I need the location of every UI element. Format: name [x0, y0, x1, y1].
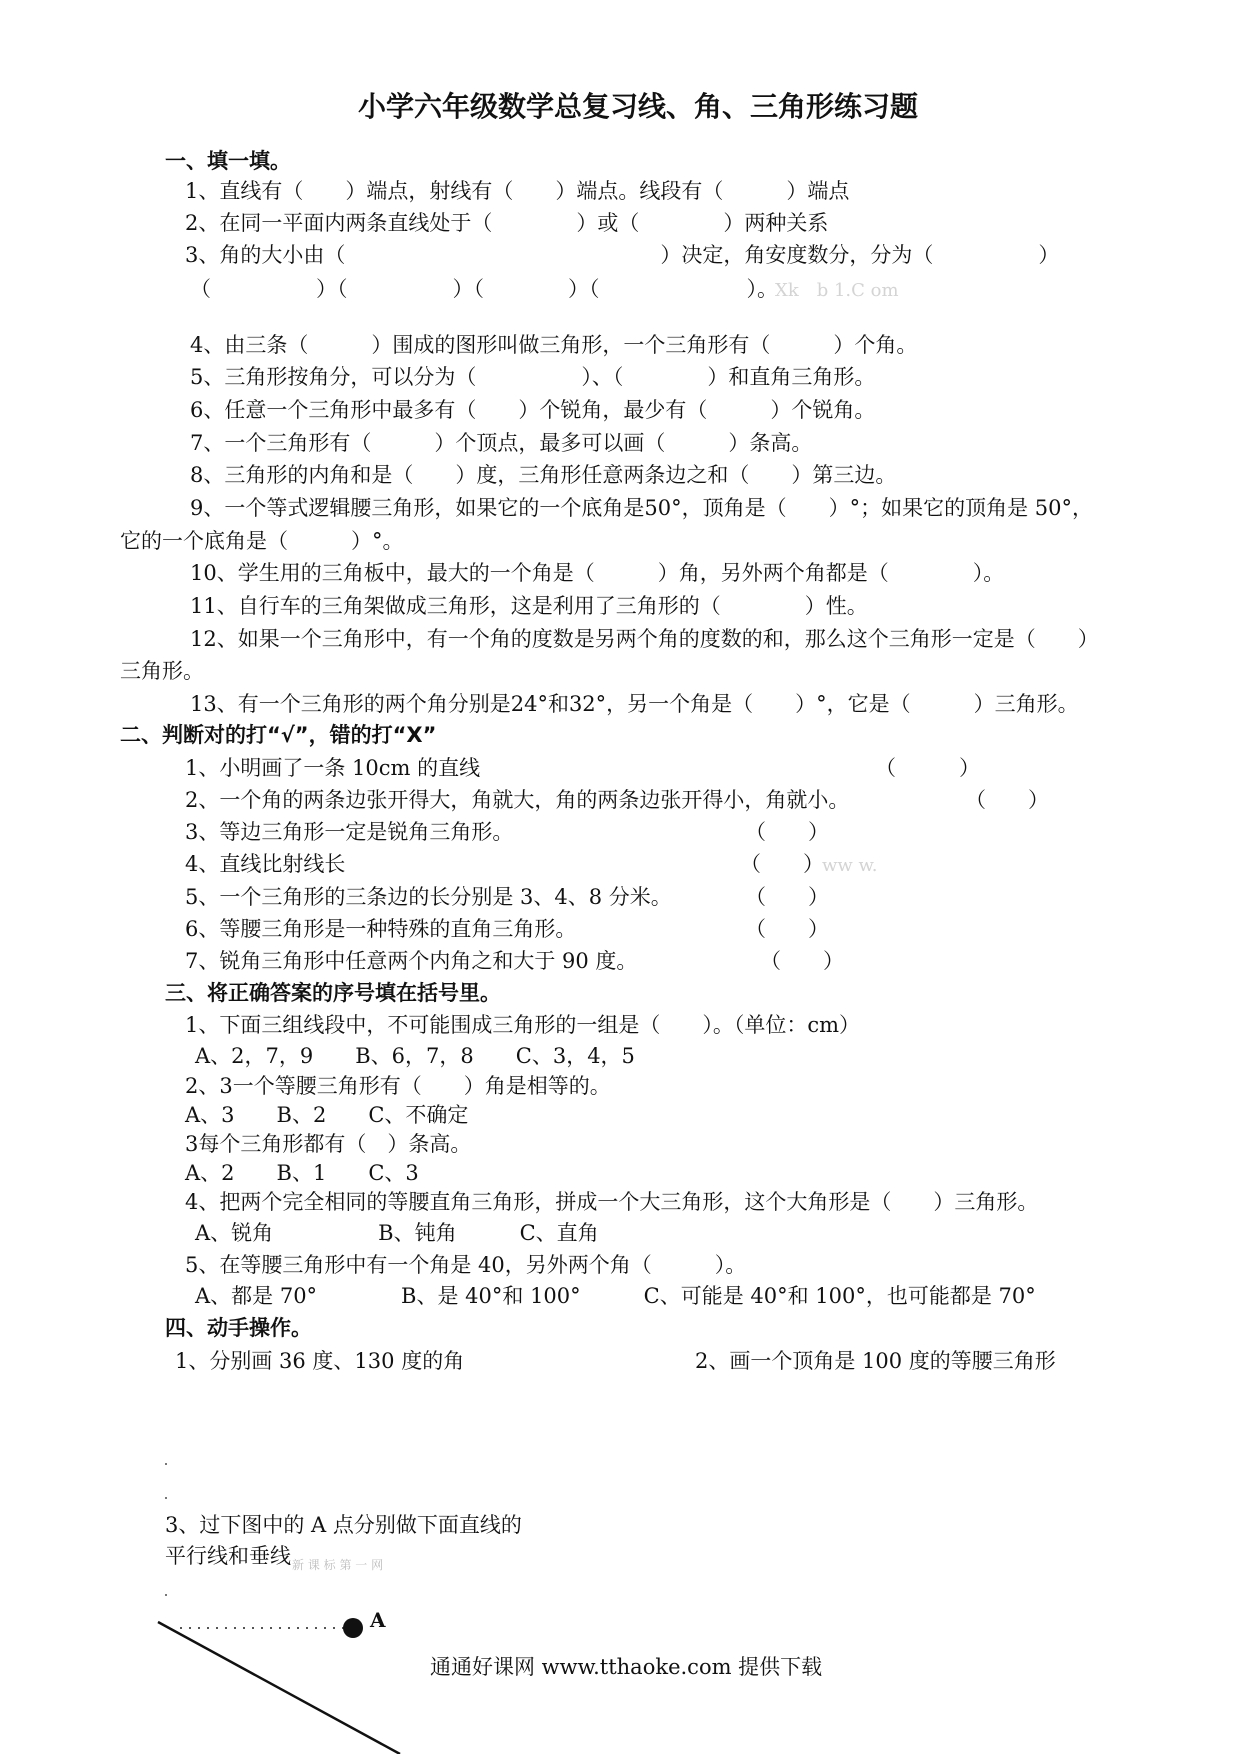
point-a-dot [343, 1618, 363, 1638]
hands-on-question: 2、画一个顶角是 100 度的等腰三角形 [695, 1349, 1056, 1373]
question-line: 它的一个底角是（ ）°。 [120, 529, 404, 553]
judge-item-answer: （ ） [965, 788, 1049, 812]
section-heading-hands-on: 四、动手操作。 [165, 1316, 312, 1340]
choice-question: 5、在等腰三角形中有一个角是 40，另外两个角（ ）。 [185, 1253, 747, 1277]
choice-options: A、2 B、1 C、3 [185, 1161, 419, 1185]
judge-item-answer: （ ） [875, 756, 980, 780]
question-line: 13、有一个三角形的两个角分别是24°和32°，另一个角是（ ）°，它是（ ）三角形。 [190, 692, 1079, 716]
section-heading-fill-in: 一、填一填。 [165, 149, 291, 173]
judge-item-text: 2、一个角的两条边张开得大，角就大，角的两条边张开得小，角就小。 [185, 788, 850, 812]
question-line: 7、一个三角形有（ ）个顶点，最多可以画（ ）条高。 [190, 431, 813, 455]
question-line: 1、直线有（ ）端点，射线有（ ）端点。线段有（ ）端点 [185, 179, 850, 203]
question-line: 12、如果一个三角形中，有一个角的度数是另两个角的度数的和，那么这个三角形一定是（ ） [190, 627, 1099, 651]
judge-item-answer: （ ） [745, 885, 829, 909]
choice-question: 4、把两个完全相同的等腰直角三角形，拼成一个大三角形，这个大角形是（ ）三角形。 [185, 1190, 1039, 1214]
section-heading-true-false: 二、判断对的打“√”，错的打“X” [120, 723, 437, 747]
choice-question: 2、3一个等腰三角形有（ ）角是相等的。 [185, 1074, 611, 1098]
judge-item-answer: （ ） [760, 949, 844, 973]
section-heading-choice: 三、将正确答案的序号填在括号里。 [165, 981, 501, 1005]
question-line: 6、任意一个三角形中最多有（ ）个锐角，最少有（ ）个锐角。 [190, 398, 876, 422]
page-title: 小学六年级数学总复习线、角、三角形练习题 [358, 90, 919, 123]
footer-text: 通通好课网 www.tthaoke.com 提供下载 [430, 1655, 823, 1679]
watermark-www: ww w. [822, 855, 878, 876]
question-line: 三角形。 [120, 659, 204, 683]
judge-item-text: 5、一个三角形的三条边的长分别是 3、4、8 分米。 [185, 885, 672, 909]
hands-on-question: 1、分别画 36 度、130 度的角 [175, 1349, 465, 1373]
hands-on-question: 3、过下图中的 A 点分别做下面直线的 [165, 1513, 522, 1537]
choice-options: A、3 B、2 C、不确定 [185, 1103, 469, 1127]
question-line: 5、三角形按角分，可以分为（ ）、（ ）和直角三角形。 [190, 365, 876, 389]
judge-item-text: 3、等边三角形一定是锐角三角形。 [185, 820, 514, 844]
question-line: 3、角的大小由（ ）决定，角安度数分，分为（ ） [185, 243, 1060, 267]
question-line: 8、三角形的内角和是（ ）度，三角形任意两条边之和（ ）第三边。 [190, 463, 897, 487]
question-line: （ ）（ ）（ ）（ ）。 [190, 277, 778, 301]
watermark-xkb: Xk b 1.C om [775, 280, 899, 301]
watermark-small: 新 课 标 第 一 网 [292, 1558, 384, 1572]
judge-item-text: 6、等腰三角形是一种特殊的直角三角形。 [185, 917, 577, 941]
judge-item-answer: （ ） [745, 820, 829, 844]
question-line: 9、一个等式逻辑腰三角形，如果它的一个底角是50°，顶角是（ ）°；如果它的顶角是 50°， [190, 496, 1093, 520]
question-line: 2、在同一平面内两条直线处于（ ）或（ ）两种关系 [185, 211, 829, 235]
choice-question: 1、下面三组线段中，不可能围成三角形的一组是（ ）。（单位：cm） [185, 1013, 861, 1037]
question-line: 10、学生用的三角板中，最大的一个角是（ ）角，另外两个角都是（ ）。 [190, 561, 1005, 585]
choice-options: A、锐角 B、钝角 C、直角 [195, 1221, 599, 1245]
question-line: 4、由三条（ ）围成的图形叫做三角形，一个三角形有（ ）个角。 [190, 333, 918, 357]
point-a-label: A [370, 1608, 386, 1632]
judge-item-text: 4、直线比射线长 [185, 852, 346, 876]
judge-item-text: 1、小明画了一条 10cm 的直线 [185, 756, 481, 780]
choice-options: A、都是 70° B、是 40°和 100° C、可能是 40°和 100°，也可能都是 70° [195, 1284, 1036, 1308]
question-line: 11、自行车的三角架做成三角形，这是利用了三角形的（ ）性。 [190, 594, 868, 618]
judge-item-answer: （ ） [740, 852, 824, 876]
given-line [158, 1622, 400, 1754]
choice-question: 3每个三角形都有（ ）条高。 [185, 1132, 472, 1156]
choice-options: A、2，7，9 B、6，7，8 C、3，4，5 [195, 1044, 635, 1068]
hands-on-question: 平行线和垂线 [165, 1544, 291, 1568]
judge-item-answer: （ ） [745, 917, 829, 941]
judge-item-text: 7、锐角三角形中任意两个内角之和大于 90 度。 [185, 949, 638, 973]
